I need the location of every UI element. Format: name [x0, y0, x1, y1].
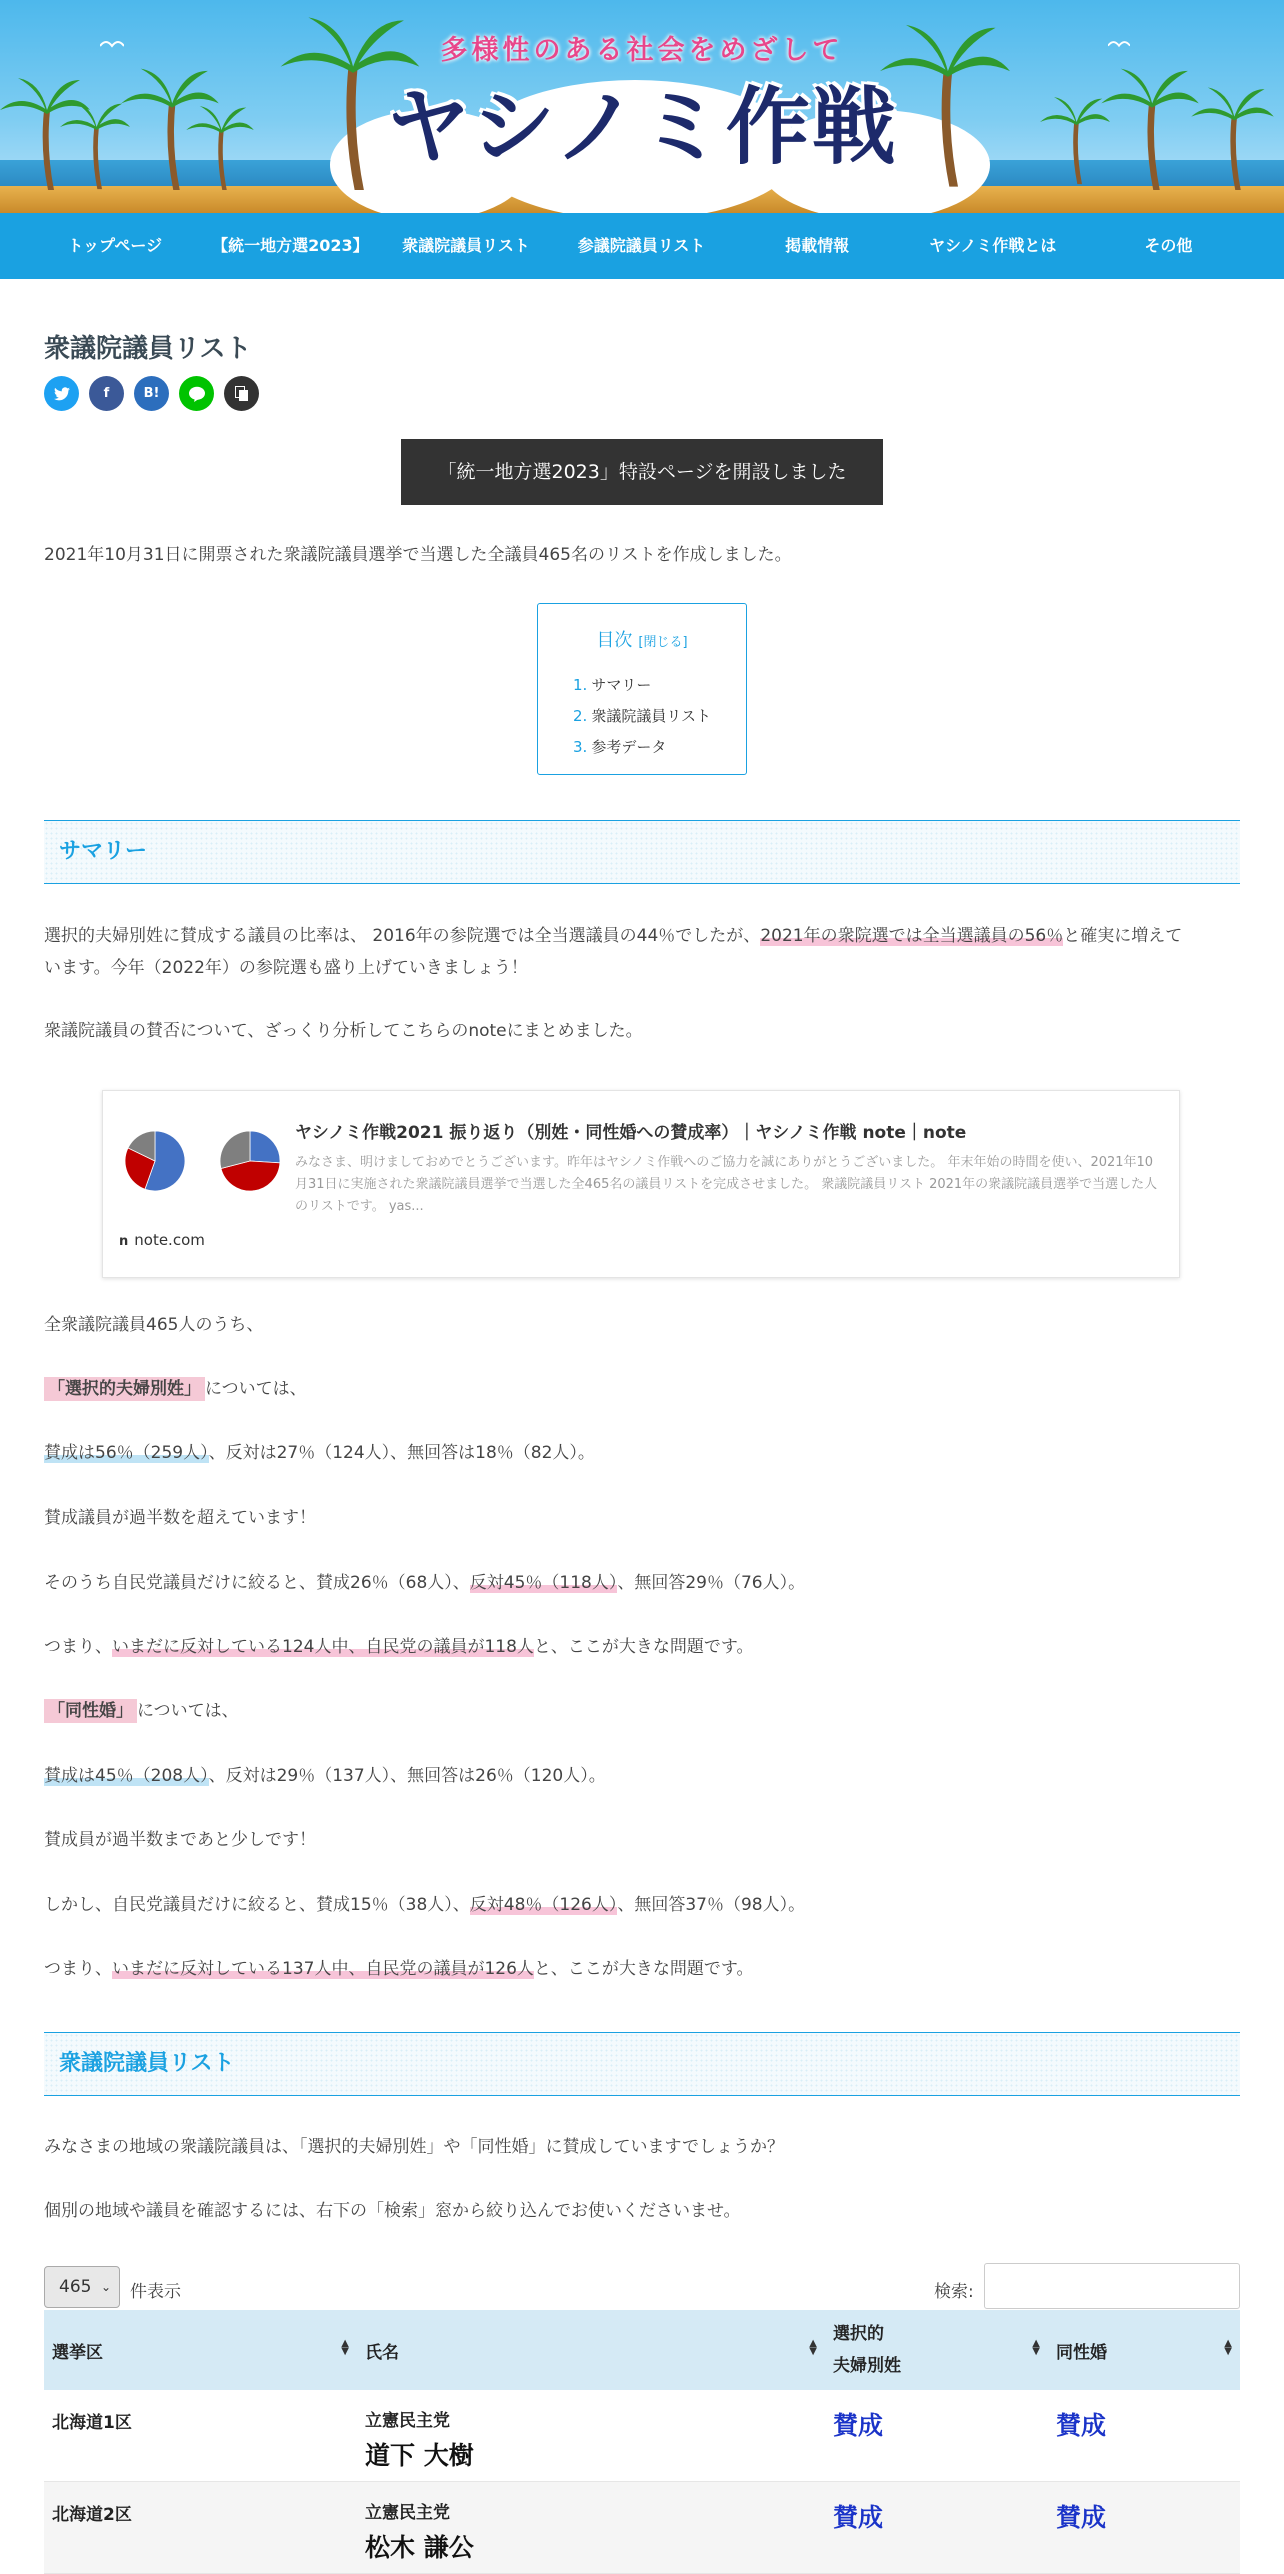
column-header-line: 選択的 [833, 2324, 884, 2344]
nav-item-house-of-councillors[interactable]: 参議院議員リスト [577, 236, 706, 255]
page-length-select[interactable] [44, 2266, 120, 2308]
summary-text: と確実に増えて [1063, 926, 1183, 946]
separate-surnames-conclusion [44, 1631, 754, 1663]
highlight-text: 賛成は45％（208人） [44, 1766, 209, 1786]
link-card-site [119, 1231, 205, 1249]
toc-item-member-list[interactable] [573, 701, 711, 732]
highlight-text: 反対45％（118人） [469, 1573, 618, 1593]
page-title: 衆議院議員リスト [44, 334, 252, 364]
separate-surnames-title [44, 1373, 307, 1405]
facebook-share-icon[interactable]: f [89, 376, 124, 411]
summary-paragraph-3: 全衆議院議員465人のうち、 [44, 1315, 264, 1335]
stats-text: そのうち自民党議員だけに絞ると、賛成26％（68人）、 [44, 1573, 470, 1593]
note-link-card[interactable] [102, 1090, 1180, 1278]
cell-name: 道下 大樹 [365, 2441, 474, 2470]
share-buttons [44, 376, 259, 411]
column-header-same-sex-marriage[interactable] [1048, 2310, 1240, 2390]
stats-text: と、ここが大きな問題です。 [533, 1959, 754, 1979]
table-header [44, 2310, 1240, 2390]
highlight-text: いまだに反対している137人中、自民党の議員が126人 [112, 1959, 534, 1979]
nav-item-house-of-representatives[interactable]: 衆議院議員リスト [402, 236, 530, 255]
toc-item-label: サマリー [591, 676, 652, 694]
member-list-paragraph-1: みなさまの地域の衆議院議員は、「選択的夫婦別姓」や「同性婚」に賛成していますでしょうか？ [44, 2137, 785, 2157]
table-row [44, 2390, 1240, 2482]
site-tagline: 多様性のある社会をめざして [440, 35, 844, 66]
summary-heading: サマリー [44, 820, 1240, 884]
nav-item-media[interactable]: 掲載情報 [785, 236, 850, 255]
search-label: 検索: [934, 2282, 974, 2302]
cell-party: 立憲民主党 [365, 2411, 450, 2431]
note-favicon-icon: n [119, 1234, 129, 1249]
link-card-title[interactable]: ヤシノミ作戦2021 振り返り（別姓・同性婚への賛成率）｜ヤシノミ作戦 note｜note [295, 1123, 967, 1143]
toc-item-number: 3. [573, 738, 588, 756]
summary-paragraph-2: 衆議院議員の賛否について、ざっくり分析してこちらのnoteにまとめました。 [44, 1021, 643, 1041]
hatena-bookmark-icon[interactable]: B! [134, 376, 169, 411]
toc-item-reference-data[interactable] [573, 732, 711, 763]
page-length-value: 465 [59, 2277, 92, 2297]
same-sex-marriage-title [44, 1695, 239, 1727]
table-row [44, 2482, 1240, 2574]
link-card-site-label: note.com [134, 1231, 205, 1249]
toc-item-summary[interactable] [573, 670, 711, 701]
global-nav [27, 213, 1257, 279]
separate-surnames-ldp-stats [44, 1567, 805, 1599]
cell-party: 立憲民主党 [365, 2503, 450, 2523]
copy-link-icon[interactable] [224, 376, 259, 411]
cell-same-sex-marriage: 賛成 [1056, 2411, 1107, 2440]
toc-title: 目次 [596, 630, 633, 651]
same-sex-marriage-stats [44, 1760, 606, 1792]
intro-text: 2021年10月31日に開票された衆議院議員選挙で当選した全議員465名のリストを作成しました。 [44, 545, 792, 565]
pie-chart-2 [210, 1117, 290, 1197]
table-controls [44, 2261, 1240, 2309]
search-input[interactable] [984, 2263, 1240, 2309]
header-banner [0, 0, 1284, 213]
same-sex-marriage-conclusion [44, 1953, 754, 1985]
separate-surnames-stats [44, 1437, 595, 1469]
member-list-heading: 衆議院議員リスト [44, 2032, 1240, 2096]
cell-district: 北海道2区 [52, 2505, 132, 2525]
pie-slice [250, 1131, 280, 1163]
site-logo-english: OPERATION YASHINOMI [451, 172, 833, 190]
topic-tag: 「選択的夫婦別姓」 [44, 1377, 205, 1401]
topic-tag: 「同性婚」 [44, 1699, 137, 1723]
toc-item-number: 1. [573, 676, 588, 694]
cell-name: 松木 謙公 [365, 2533, 474, 2562]
nav-item-about[interactable]: ヤシノミ作戦とは [929, 236, 1057, 255]
stats-text: 、反対は27％（124人）、無回答は18％（82人）。 [208, 1443, 595, 1463]
link-card-description: みなさま、明けましておめでとうございます。昨年はヤシノミ作戦へのご協力を誠にありがとうございました。 年末年始の時間を使い、2021年10月31日に実施された衆議院議員選挙で当選した全465名の議員リストを完成させました。 衆議院議員リスト 2021年の衆議院議員選挙で当選した人のリストです。 yas... [295, 1155, 1158, 1214]
column-header-label: 同性婚 [1056, 2342, 1107, 2363]
column-header-name[interactable] [357, 2310, 825, 2390]
same-sex-marriage-ldp-stats [44, 1889, 805, 1921]
summary-text: 選択的夫婦別姓に賛成する議員の比率は、 2016年の参院選では全当選議員の44％でしたが、 [44, 926, 761, 946]
topic-tail: については、 [137, 1701, 239, 1721]
toc-list [573, 670, 711, 763]
cell-same-sex-marriage: 賛成 [1056, 2503, 1107, 2532]
sort-icon: ▲ ▼ [1224, 2338, 1232, 2357]
column-header-label [833, 2318, 901, 2382]
summary-paragraph-1 [44, 920, 1182, 952]
topic-tail: については、 [205, 1379, 307, 1399]
cell-district: 北海道1区 [52, 2413, 132, 2433]
page-length-label: 件表示 [130, 2282, 181, 2302]
toc-close-toggle[interactable]: [閉じる] [638, 635, 688, 650]
nav-item-local-election-2023[interactable]: 【統一地方選2023】 [212, 236, 369, 255]
column-header-district[interactable] [44, 2310, 357, 2390]
stats-text: 、反対は29％（137人）、無回答は26％（120人）。 [208, 1766, 606, 1786]
toc-item-label: 衆議院議員リスト [591, 707, 712, 725]
table-of-contents [537, 603, 747, 775]
same-sex-marriage-comment: 賛成員が過半数まであと少しです！ [44, 1830, 316, 1850]
sort-icon: ▲ ▼ [809, 2338, 817, 2357]
pie-chart-thumbnail-1 [115, 1117, 195, 1207]
line-share-icon[interactable] [179, 376, 214, 411]
stats-text: つまり、 [44, 1637, 112, 1657]
highlight-text: 賛成は56％（259人） [44, 1443, 209, 1463]
column-header-separate-surnames[interactable] [825, 2310, 1048, 2390]
sort-icon: ▲ ▼ [341, 2338, 349, 2357]
stats-text: 、無回答29％（76人）。 [617, 1573, 806, 1593]
pie-chart-thumbnail-2 [210, 1117, 290, 1207]
site-logo[interactable]: ヤシノミ作戦 [386, 78, 898, 176]
twitter-share-icon[interactable] [44, 376, 79, 411]
nav-item-other[interactable]: その他 [1144, 236, 1193, 255]
separate-surnames-comment: 賛成議員が過半数を超えています！ [44, 1508, 316, 1528]
notice-banner-button[interactable]: 「統一地方選2023」特設ページを開設しました [401, 439, 883, 505]
toc-item-number: 2. [573, 707, 588, 725]
cell-separate-surnames: 賛成 [833, 2411, 884, 2440]
member-list-paragraph-2: 個別の地域や議員を確認するには、右下の「検索」窓から絞り込んでお使いくださいませ。 [44, 2201, 741, 2221]
highlight-text: いまだに反対している124人中、自民党の議員が118人 [112, 1637, 534, 1657]
toc-item-label: 参考データ [591, 738, 667, 756]
stats-text: と、ここが大きな問題です。 [533, 1637, 754, 1657]
column-header-label: 選挙区 [52, 2342, 103, 2363]
sort-icon: ▲ ▼ [1032, 2338, 1040, 2357]
chevron-down-icon: ⌄ [100, 2280, 111, 2294]
nav-item-top[interactable]: トップページ [67, 236, 163, 255]
stats-text: つまり、 [44, 1959, 112, 1979]
highlight-text: 反対48％（126人） [469, 1895, 618, 1915]
highlight-text: 2021年の衆院選では全当選議員の56％ [760, 926, 1064, 946]
column-header-line: 夫婦別姓 [833, 2356, 901, 2376]
stats-text: 、無回答37％（98人）。 [617, 1895, 806, 1915]
column-header-label: 氏名 [365, 2342, 399, 2363]
toc-header [538, 626, 746, 652]
pie-chart-1 [115, 1117, 195, 1197]
summary-paragraph-1-cont: います。今年（2022年）の参院選も盛り上げていきましょう！ [44, 958, 528, 978]
cell-separate-surnames: 賛成 [833, 2503, 884, 2532]
stats-text: しかし、自民党議員だけに絞ると、賛成15％（38人）、 [44, 1895, 470, 1915]
